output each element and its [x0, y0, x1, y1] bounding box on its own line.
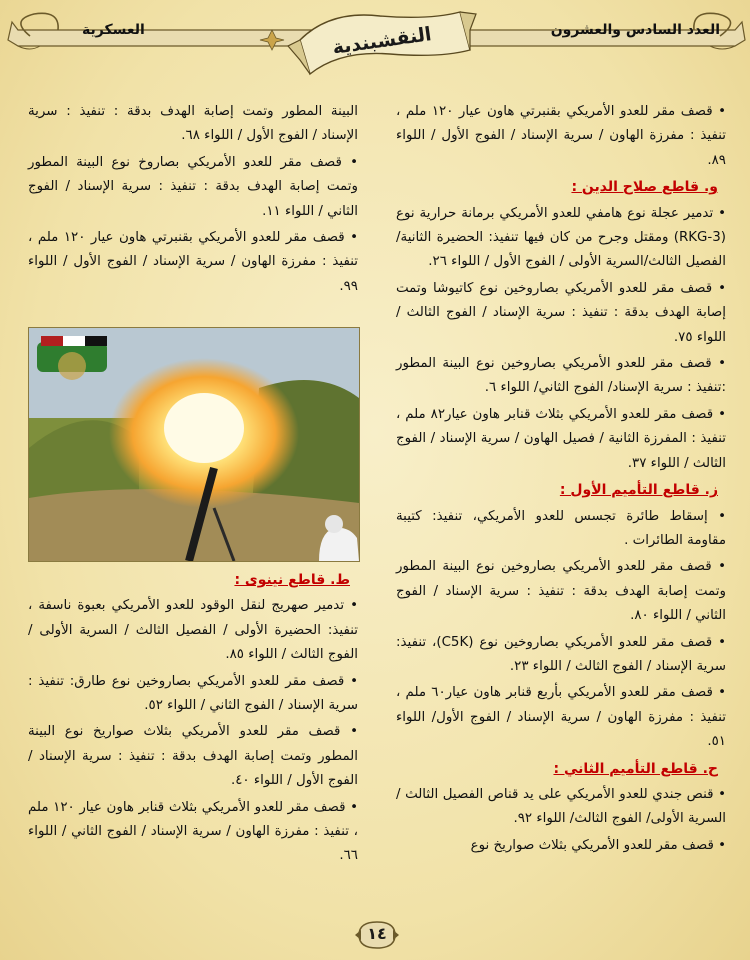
list-item: • قصف مقر للعدو الأمريكي بصاروخين نوع طارق: تنفيذ : سرية الإسناد / الفوج الثاني / اللواء ٥٢. [28, 673, 358, 714]
list-item: • قصف مقر للعدو الأمريكي بقنبرتي هاون عيار ١٢٠ ملم ، تنفيذ : مفرزة الهاون / سرية الإسناد / الفوج الأول / اللواء ٩٩. [28, 230, 358, 294]
section-heading: ط. قاطع نينوى : [234, 572, 350, 588]
list-item: • تدمير عجلة نوع هامفي للعدو الأمريكي برمانة حرارية نوع (RKG-3) ومقتل وجرح من كان فيها تنفيذ: الحضيرة الثانية/الفصيل الثالث/السرية الأولى / الفوج الأول / اللواء ٢٦. [396, 205, 726, 270]
list-item: • قصف مقر للعدو الأمريكي بثلاث قنابر هاون عيار ١٢٠ ملم ، تنفيذ : مفرزة الهاون / سرية الإسناد / الفوج الثاني / اللواء ٦٦. [28, 799, 359, 864]
left-column-top [28, 100, 358, 301]
left-column-bottom [28, 568, 358, 871]
list-item: • قصف مقر للعدو الأمريكي بصاروخين نوع كاتيوشا وتمت إصابة الهدف بدقة : تنفيذ : سرية الإسناد / الفوج الثالث / اللواء ٧٥. [396, 280, 726, 345]
banner-title: النقشبندية [331, 23, 433, 59]
page-header [0, 0, 750, 80]
list-item: • قنص جندي للعدو الأمريكي على يد قناص الفصيل الثالث / السرية الأولى/ الفوج الثالث/ اللواء ٩٢. [396, 786, 726, 827]
right-column [396, 100, 726, 860]
list-item: • قصف مقر للعدو الأمريكي بثلاث صواريخ نوع [470, 837, 726, 853]
list-item: • تدمير صهريج لنقل الوقود للعدو الأمريكي بعبوة ناسفة ، تنفيذ: الحضيرة الأولى / الفصيل الثالث / السرية الأولى / الفوج الثالث / اللواء ٨٥. [28, 598, 358, 663]
list-item: • إسقاط طائرة تجسس للعدو الأمريكي، تنفيذ: كتيبة مقاومة الطائرات . [396, 508, 726, 548]
mortar-firing-image [29, 328, 359, 561]
list-item: • قصف مقر للعدو الأمريكي بأربع قنابر هاون عيار٦٠ ملم ، تنفيذ : مفرزة الهاون / سرية الإسناد / الفوج الأول/ اللواء ٥١. [396, 685, 726, 750]
section-heading: ح. قاطع التأميم الثاني : [553, 760, 718, 777]
list-item: • قصف مقر للعدو الأمريكي بثلاث قنابر هاون عيار٨٢ ملم ، تنفيذ : المفرزة الثانية / فصيل الهاون / سرية الإسناد / الفوج الثالث / اللواء ٣٧. [396, 406, 726, 471]
section-heading: و. قاطع صلاح الدين : [571, 179, 718, 196]
page-number-badge [355, 918, 399, 952]
list-item: البينة المطور وتمت إصابة الهدف بدقة : تنفيذ : سرية الإسناد / الفوج الأول / اللواء ٦٨. [28, 104, 358, 144]
list-item: • قصف مقر للعدو الأمريكي بصاروخ نوع البينة المطور وتمت إصابة الهدف بدقة : تنفيذ : سرية الإسناد / الفوج الثاني / اللواء ١١. [28, 154, 358, 219]
section-label: العسكرية [82, 22, 145, 38]
list-item: • قصف مقر للعدو الأمريكي بصاروخين نوع البينة المطور وتمت إصابة الهدف بدقة : تنفيذ : سرية الإسناد / الفوج الثاني / اللواء ٨٠. [396, 559, 726, 624]
issue-label: العدد السادس والعشرون [550, 22, 720, 38]
list-item: • قصف مقر للعدو الأمريكي بثلاث صواريخ نوع البينة المطور وتمت إصابة الهدف بدقة : تنفيذ : سرية الإسناد / الفوج الأول / اللواء ٤٠. [28, 724, 358, 789]
list-item: • قصف مقر للعدو الأمريكي بصاروخين نوع البينة المطور :تنفيذ : سرية الإسناد/ الفوج الثاني/ اللواء ٦. [396, 356, 726, 396]
list-item: • قصف مقر للعدو الأمريكي بقنبرتي هاون عيار ١٢٠ ملم ، تنفيذ : مفرزة الهاون / سرية الإسناد / الفوج الأول / اللواء ٨٩. [396, 104, 726, 168]
mortar-photo [28, 327, 360, 562]
section-heading: ز. قاطع التأميم الأول : [559, 482, 718, 499]
page-number: ١٤ [367, 924, 387, 943]
list-item: • قصف مقر للعدو الأمريكي بصاروخين نوع (C5K)، تنفيذ: سرية الإسناد / الفوج الثالث / اللواء ٢٣. [396, 634, 726, 674]
